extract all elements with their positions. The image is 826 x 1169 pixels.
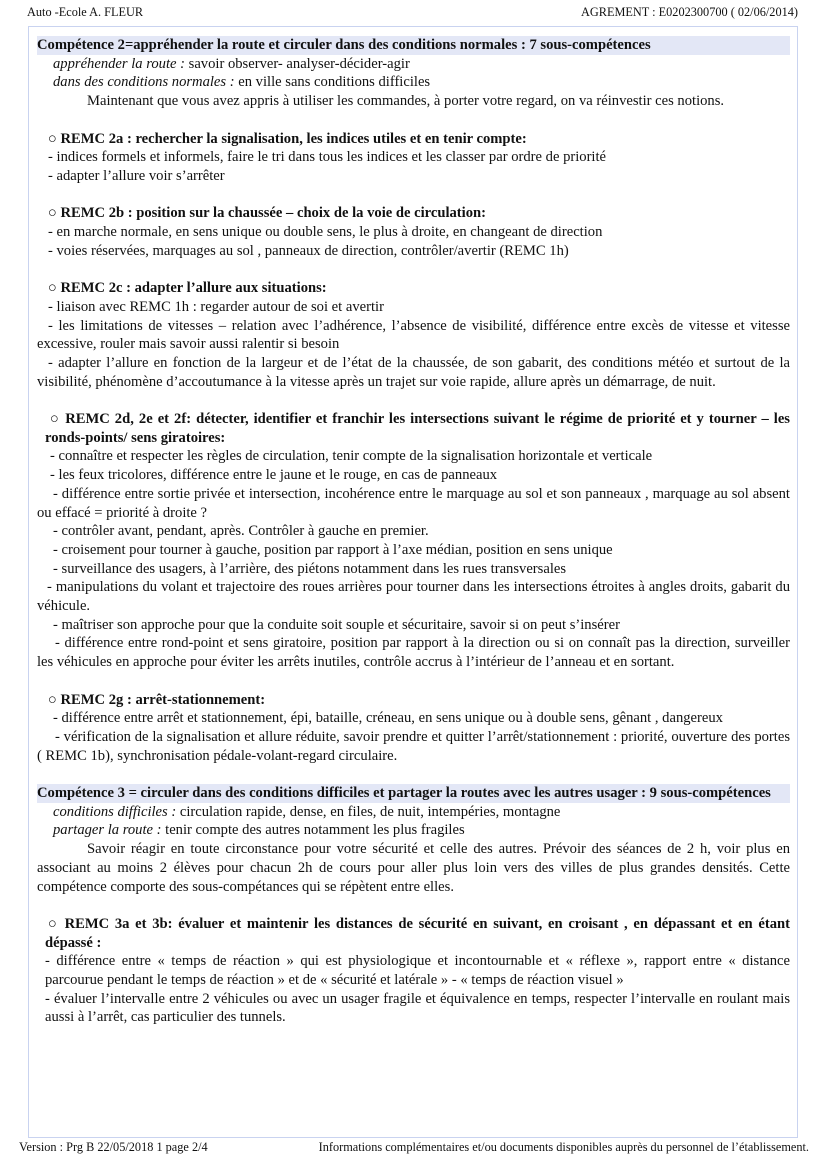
version-info: Version : Prg B 22/05/2018 1 page 2/4 bbox=[19, 1140, 208, 1154]
remc-2b-title: ○ REMC 2b : position sur la chaussée – choix de la voie de circulation: bbox=[48, 205, 486, 222]
list-item: - les limitations de vitesses – relation avec l’adhérence, l’absence de visibilité, différence entre excès de vitesse et vitesse excessive, rouler mais savoir aussi ralentir si besoin bbox=[37, 317, 790, 353]
document-body bbox=[37, 36, 790, 1027]
list-item: - croisement pour tourner à gauche, position par rapport à l’axe médian, position en sens unique bbox=[53, 541, 613, 558]
list-item: - les feux tricolores, différence entre le jaune et le rouge, en cas de panneaux bbox=[50, 467, 498, 484]
list-item: - connaître et respecter les règles de circulation, tenir compte de la signalisation horizontale et verticale bbox=[50, 448, 653, 465]
agrement-number: AGREMENT : E0202300700 ( 02/06/2014) bbox=[580, 5, 798, 19]
school-name: Auto -Ecole A. FLEUR bbox=[27, 5, 144, 19]
list-item: - en marche normale, en sens unique ou double sens, le plus à droite, en changeant de direction bbox=[48, 224, 603, 240]
competence-2-title: Compétence 2=appréhender la route et circuler dans des conditions normales : 7 sous-compétences bbox=[37, 36, 790, 55]
definition-text: circulation rapide, dense, en files, de nuit, intempéries, montagne bbox=[176, 803, 561, 820]
intro-paragraph: Maintenant que vous avez appris à utiliser les commandes, à porter votre regard, on va réinvestir ces notions. bbox=[87, 93, 725, 110]
list-item: - évaluer l’intervalle entre 2 véhicules ou avec un usager fragile et équivalence en temps, respecter l’intervalle en roulant mais aussi à l’arrêt, cas particulier des tunnels. bbox=[45, 990, 790, 1026]
list-item: - différence entre arrêt et stationnement, épi, bataille, créneau, en sens unique ou à double sens, gênant , dangereux bbox=[53, 710, 723, 727]
footer-note: Informations complémentaires et/ou documents disponibles auprès du personnel de l’établissement. bbox=[318, 1140, 809, 1154]
list-item: - différence entre rond-point et sens giratoire, position par rapport à la direction ou si on connaît pas la direction, surveiller les véhicules en approche pour éviter les arrêts inutiles, contrôle accrus à l’intérieur de l’anneau et en sortant. bbox=[37, 635, 790, 671]
list-item: - adapter l’allure voir s’arrêter bbox=[48, 167, 225, 184]
list-item: - indices formels et informels, faire le tri dans tous les indices et les classer par ordre de priorité bbox=[48, 149, 607, 166]
definition-term: appréhender la route : bbox=[53, 55, 185, 72]
definition-term: conditions difficiles : bbox=[53, 803, 177, 820]
list-item: - différence entre sortie privée et intersection, incohérence entre le marquage au sol et son panneaux , marquage au sol absent ou effacé = priorité à droite ? bbox=[37, 485, 790, 521]
definition-term: partager la route : bbox=[53, 822, 162, 839]
list-item: - surveillance des usagers, à l’arrière, des piétons notamment dans les rues transversales bbox=[53, 560, 567, 577]
definition-line bbox=[37, 73, 790, 92]
list-item: - contrôler avant, pendant, après. Contrôler à gauche en premier. bbox=[53, 523, 429, 540]
page-footer bbox=[0, 1140, 826, 1156]
remc-2g-title: ○ REMC 2g : arrêt-stationnement: bbox=[48, 691, 266, 708]
competence-3-title: Compétence 3 = circuler dans des conditions difficiles et partager la routes avec les autres usager : 9 sous-compétences bbox=[37, 784, 790, 803]
list-item: - voies réservées, marquages au sol , panneaux de direction, contrôler/avertir (REMC 1h) bbox=[48, 242, 569, 259]
list-item: - manipulations du volant et trajectoire des roues arrières pour tourner dans les intersections étroites à angles droits, gabarit du véhicule. bbox=[37, 579, 790, 615]
list-item: - adapter l’allure en fonction de la largeur et de l’état de la chaussée, de son gabarit, des conditions météo et surtout de la visibilité, phénomène d’accoutumance à la vitesse après un trajet sur voie rapide, allure après un démarrage, de nuit. bbox=[37, 354, 790, 390]
intro-paragraph: Savoir réagir en toute circonstance pour votre sécurité et celle des autres. Prévoir des séances de 2 h, voir plus en associant au moins 2 élèves pour chacun 2h de cours pour aller plus loin vers des villes de plus grandes densités. Cette compétence comporte des sous-compétances qui se répètent entre elles. bbox=[37, 841, 790, 895]
definition-line bbox=[37, 803, 790, 822]
remc-2d-title: ○ REMC 2d, 2e et 2f: détecter, identifier et franchir les intersections suivant le régime de priorité et y tourner – les ronds-points/ sens giratoires: bbox=[45, 411, 790, 446]
remc-2c-title: ○ REMC 2c : adapter l’allure aux situations: bbox=[48, 280, 327, 297]
list-item: - liaison avec REMC 1h : regarder autour de soi et avertir bbox=[48, 298, 384, 315]
page-header bbox=[0, 5, 826, 21]
remc-2a-title: ○ REMC 2a : rechercher la signalisation, les indices utiles et en tenir compte: bbox=[48, 130, 527, 147]
definition-text: tenir compte des autres notamment les plus fragiles bbox=[161, 822, 465, 839]
definition-line bbox=[37, 821, 790, 840]
list-item: - différence entre « temps de réaction » qui est physiologique et incontournable et « réflexe », rapport entre « distance parcourue pendant le temps de réaction » et de « sécurité et latérale » - « temps de réaction visuel » bbox=[45, 953, 790, 989]
list-item: - maîtriser son approche pour que la conduite soit souple et sécuritaire, savoir si on peut s’insérer bbox=[53, 616, 620, 633]
definition-line bbox=[37, 55, 790, 74]
definition-text: en ville sans conditions difficiles bbox=[234, 74, 431, 91]
list-item: - vérification de la signalisation et allure réduite, savoir prendre et quitter l’arrêt/stationnement : priorité, ouverture des portes ( REMC 1b), synchronisation pédale-volant-regard circulaire. bbox=[37, 728, 790, 764]
definition-term: dans des conditions normales : bbox=[53, 74, 235, 91]
definition-text: savoir observer- analyser-décider-agir bbox=[185, 55, 410, 72]
remc-3a-title: ○ REMC 3a et 3b: évaluer et maintenir les distances de sécurité en suivant, en croisant , en dépassant et en étant dépassé : bbox=[45, 915, 790, 951]
